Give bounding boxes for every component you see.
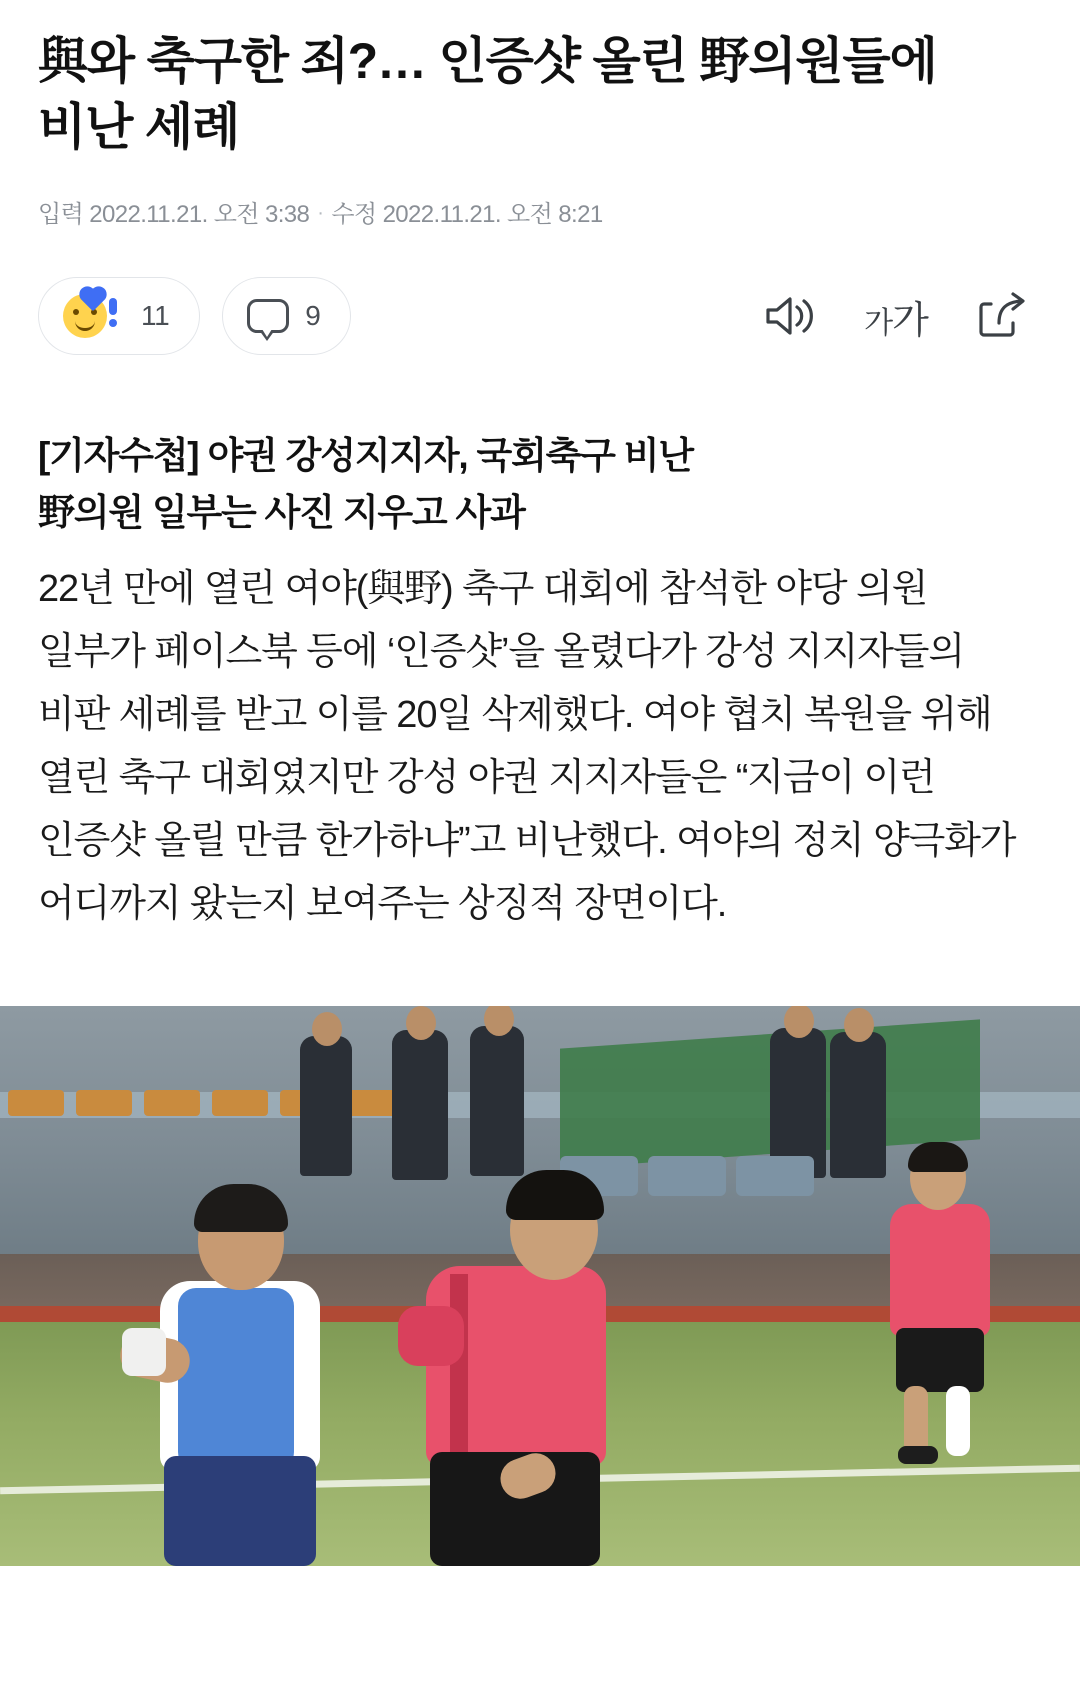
font-size-large-label: 가 [892,299,928,342]
font-size-icon [864,289,928,344]
article-photo [0,1006,1080,1566]
listen-button[interactable] [750,281,830,351]
share-button[interactable] [962,281,1042,351]
action-bar [38,277,1042,355]
photo-background-person [470,1026,524,1176]
photo-seat [76,1090,132,1116]
speaker-icon [764,293,816,339]
photo-background-person-head [406,1006,436,1040]
comment-button[interactable] [222,277,351,355]
photo-seat [8,1090,64,1116]
comment-count: 9 [305,300,321,331]
photo-background-person-head [312,1012,342,1046]
page-title: 與와 축구한 죄?… 인증샷 올린 野의원들에 비난 세례 [38,33,937,155]
photo-background-person [300,1036,352,1176]
published-timestamp: 입력 2022.11.21. 오전 3:38 [38,201,310,228]
font-size-button[interactable] [856,281,936,351]
photo-player-blue [120,1176,340,1566]
photo-blue-seat [736,1156,814,1196]
article-body: 22년 만에 열린 여야(與野) 축구 대회에 참석한 야당 의원 일부가 페이스북 등에 ‘인증샷’을 올렸다가 강성 지지자들의 비판 세례를 받고 이를 20일 삭제했다. 여야 협치 복원을 위해 열린 축구 대회였지만 강성 야권 지지자들은 “지금이 이런 인증샷 올릴 만큼 한가하냐”고 비난했다. 여야의 정치 양극화가 어디까지 왔는지 보여주는 상징적 장면이다. [38,567,1016,926]
reaction-emoji-icon [63,294,125,338]
subhead-group [38,427,1042,542]
photo-seat [212,1090,268,1116]
photo-background-person-head [844,1008,874,1042]
reaction-count: 11 [141,300,170,331]
comment-bubble-icon [247,299,289,333]
photo-player-red [390,1156,640,1566]
share-icon [977,292,1027,340]
tool-group [750,281,1042,351]
byline-separator: · [317,202,324,224]
photo-blue-seat [648,1156,726,1196]
photo-player-background [868,1146,1008,1476]
font-size-small-label: 가 [864,306,893,340]
reaction-button[interactable] [38,277,200,355]
subhead-1: [기자수첩] 야권 강성지지자, 국회축구 비난 [38,435,693,476]
updated-timestamp: 수정 2022.11.21. 오전 8:21 [331,201,603,228]
photo-seat [144,1090,200,1116]
byline [38,194,1042,229]
subhead-2: 野의원 일부는 사진 지우고 사과 [38,492,525,534]
